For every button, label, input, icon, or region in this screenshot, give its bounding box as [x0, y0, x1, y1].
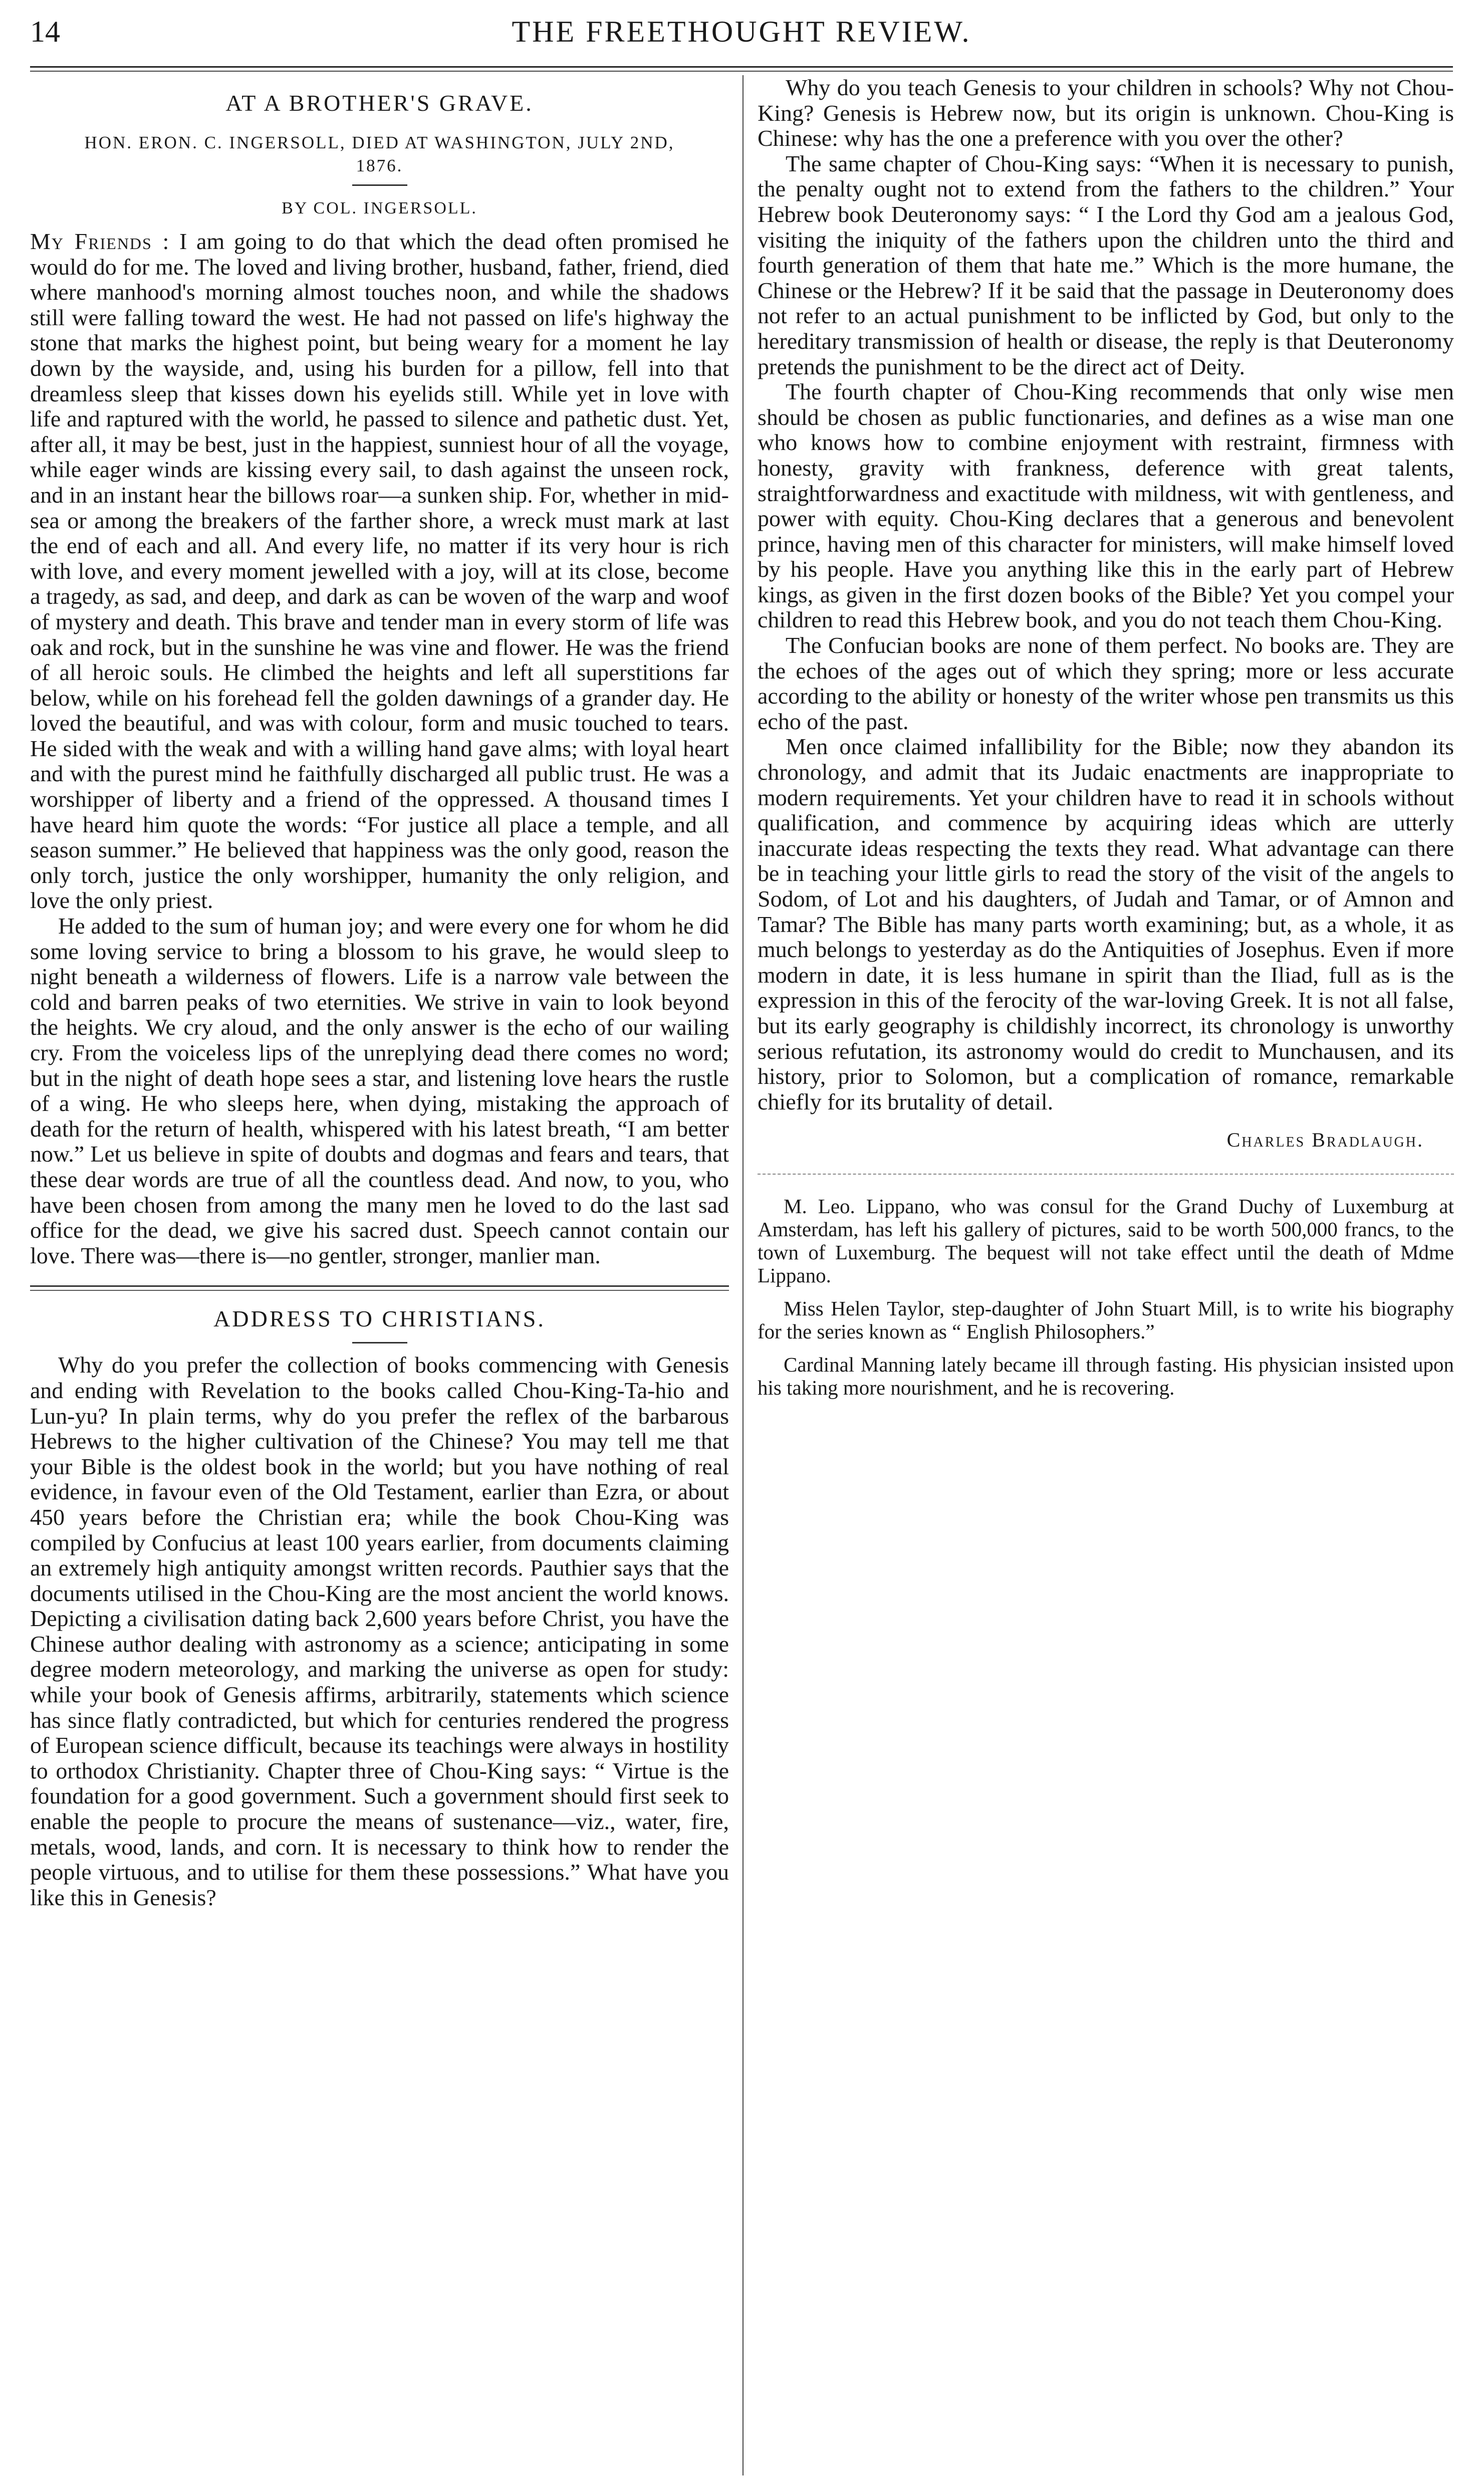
- article-title-address-to-christians: ADDRESS TO CHRISTIANS.: [213, 1306, 546, 1332]
- author-signature: Charles Bradlaugh.: [1226, 1128, 1424, 1152]
- column-divider: [743, 75, 744, 2475]
- news-note: Miss Helen Taylor, step-daughter of John Stuart Mill, is to write his biography for the series known as “ English Philosophers.”: [758, 1297, 1454, 1343]
- article-paragraph: The fourth chapter of Chou-King recommends that only wise men should be chosen as public functionaries, and defines as a wise man one who knows how to combine enjoyment with restraint, firmness with honesty, gravity with frankness, deference with great talents, straightforwardness and exactitude with mildness, wit with gentleness, and power with equity. Chou-King declares that a generous and benevolent prince, having men of this character for ministers, will make himself loved by his people. Have you anything like this in the early part of Hebrew kings, as given in the first dozen books of the Bible? Yet you compel your children to read this Hebrew book, and you do not teach them Chou-King.: [758, 379, 1454, 633]
- left-column: [30, 75, 729, 1910]
- article-paragraph: Why do you prefer the collection of books commencing with Genesis and ending with Revelation to the books called Chou-King-Ta-hio and Lun-yu? In plain terms, why do you prefer the reflex of the barbarous Hebrews to the higher cultivation of the Chinese? You may tell me that your Bible is the oldest book in the world; but you have nothing of real evidence, in favour even of the Old Testament, earlier than Ezra, or about 450 years before the Christian era; while the book Chou-King was compiled by Confucius at least 100 years earlier, from documents claiming an extremely high antiquity amongst written records. Pauthier says that the documents utilised in the Chou-King are the most ancient the world knows. Depicting a civilisation dating back 2,600 years before Christ, you have the Chinese author dealing with astronomy as a science; anticipating in some degree modern meteorology, and marking the universe as open for study: while your book of Genesis affirms, arbitrarily, statements which science has since flatly contradicted, but which for centuries rendered the progress of European science difficult, because its teachings were always in hostility to orthodox Christianity. Chapter three of Chou-King says: “ Virtue is the foundation for a good government. Such a government should first seek to enable the people to procure the means of sustenance—viz., water, fire, metals, wood, lands, and corn. It is necessary to think how to render the people virtuous, and to utilise for them these possessions.” What have you like this in Genesis?: [30, 1352, 729, 1910]
- article-title-brothers-grave: AT A BROTHER'S GRAVE.: [225, 90, 534, 116]
- article-byline: BY COL. INGERSOLL.: [282, 199, 477, 217]
- journal-title: THE FREETHOUGHT REVIEW.: [512, 15, 971, 48]
- notes-separator: [758, 1174, 1454, 1175]
- article-paragraph: The same chapter of Chou-King says: “When it is necessary to punish, the penalty ought not to extend from the fathers to the children.” Your Hebrew book Deuteronomy says: “ I the Lord thy God am a jealous God, visiting the iniquity of the fathers upon the children unto the third and fourth generation of them that hate me.” Which is the more humane, the Chinese or the Hebrew? If it be said that the passage in Deuteronomy does not refer to an actual punishment to be inflicted by God, but only to the hereditary transmission of health or disease, the reply is that Deuteronomy pretends the punishment to be the direct act of Deity.: [758, 150, 1454, 379]
- page-number: 14: [30, 15, 60, 48]
- article-paragraph: The Confucian books are none of them perfect. No books are. They are the echoes of the ages out of which they spring; more or less accurate according to the ability or honesty of the writer whose pen transmits us this echo of the past.: [758, 632, 1454, 734]
- article-paragraph: My Friends : I am going to do that which the dead often promised he would do for me. The loved and living brother, husband, father, friend, died where manhood's morning almost touches noon, and while the shadows still were falling toward the west. He had not passed on life's highway the stone that marks the highest point, but being weary for a moment he lay down by the wayside, and, using his burden for a pillow, fell into that dreamless sleep that kisses down his eyelids still. While yet in love with life and raptured with the world, he passed to silence and pathetic dust. Yet, after all, it may be best, just in the happiest, sunniest hour of all the voyage, while eager winds are kissing every sail, to dash against the unseen rock, and in an instant hear the billows roar—a sunken ship. For, whether in mid-sea or among the breakers of the farther shore, a wreck must mark at last the end of each and all. And every life, no matter if its very hour is rich with love, and every moment jewelled with a joy, will at its close, become a tragedy, as sad, and deep, and dark as can be woven of the warp and woof of mystery and death. This brave and tender man in every storm of life was oak and rock, but in the sunshine he was vine and flower. He was the friend of all heroic souls. He climbed the heights and left all superstitions far below, while on his forehead fell the golden dawnings of a grander day. He loved the beautiful, and was with colour, form and music touched to tears. He sided with the weak and with a willing hand gave alms; with loyal heart and with the purest mind he faithfully discharged all public trust. He was a worshipper of liberty and a friend of the oppressed. A thousand times I have heard him quote the words: “For justice all place a temple, and all season summer.” He believed that happiness was the only good, reason the only torch, justice the only worshipper, humanity the only religion, and love the only priest.: [30, 229, 729, 914]
- right-column: [758, 75, 1454, 1409]
- article-paragraph: Men once claimed infallibility for the Bible; now they abandon its chronology, and admit that its Judaic enactments are inappropriate to modern requirements. Yet your children have to read it in schools without qualification, and commence by acquiring ideas which are utterly inaccurate ideas respecting the texts they read. What advantage can there be in teaching your little girls to read the story of the visit of the angels to Sodom, of Lot and his daughters, of Judah and Tamar, or of Amnon and Tamar? The Bible has many parts worth examining; but, as a whole, it as much belongs to yesterday as do the Antiquities of Josephus. Even if more modern in date, it is less humane in spirit than the Iliad, full as is the expression in this of the ferocity of the war-loving Greek. It is not all false, but its early geography is childishly incorrect, its chronology is unworthy serious refutation, its astronomy would do credit to Munchausen, and its history, prior to Solomon, but a complication of romance, remarkable chiefly for its brutality of detail.: [758, 734, 1454, 1114]
- article-paragraph: He added to the sum of human joy; and were every one for whom he did some loving service to bring a blossom to his grave, he would sleep to night beneath a wilderness of flowers. Life is a narrow vale between the cold and barren peaks of two eternities. We strive in vain to look beyond the heights. We cry aloud, and the only answer is the echo of our wailing cry. From the voiceless lips of the unreplying dead there comes no word; but in the night of death hope sees a star, and listening love hears the rustle of a wing. He who sleeps here, when dying, mistaking the approach of death for the return of health, whispered with his latest breath, “I am better now.” Let us believe in spite of doubts and dogmas and fears and tears, that these dear words are true of all the countless dead. And now, to you, who have been chosen from among the many men he loved to do the last sad office for the dead, we give his sacred dust. Speech cannot contain our love. There was—there is—no gentler, stronger, manlier man.: [30, 913, 729, 1268]
- article-subtitle: HON. ERON. C. INGERSOLL, DIED AT WASHINGTON, JULY 2ND, 1876.: [84, 133, 675, 175]
- salutation: My Friends :: [30, 229, 170, 254]
- title-rule: [352, 184, 407, 186]
- page-header: [30, 9, 1453, 59]
- title-rule: [352, 1342, 407, 1343]
- news-note: M. Leo. Lippano, who was consul for the Grand Duchy of Luxemburg at Amsterdam, has left his gallery of pictures, said to be worth 500,000 francs, to the town of Luxemburg. The bequest will not take effect until the death of Mdme Lippano.: [758, 1195, 1454, 1287]
- section-separator: [30, 1285, 729, 1291]
- article-paragraph: Why do you teach Genesis to your children in schools? Why not Chou-King? Genesis is Hebrew now, but its origin is unknown. Chou-King is Chinese: why has the one a preference with you over the other?: [758, 75, 1454, 151]
- header-rule: [30, 66, 1453, 72]
- news-note: Cardinal Manning lately became ill through fasting. His physician insisted upon his taking more nourishment, and he is recovering.: [758, 1353, 1454, 1400]
